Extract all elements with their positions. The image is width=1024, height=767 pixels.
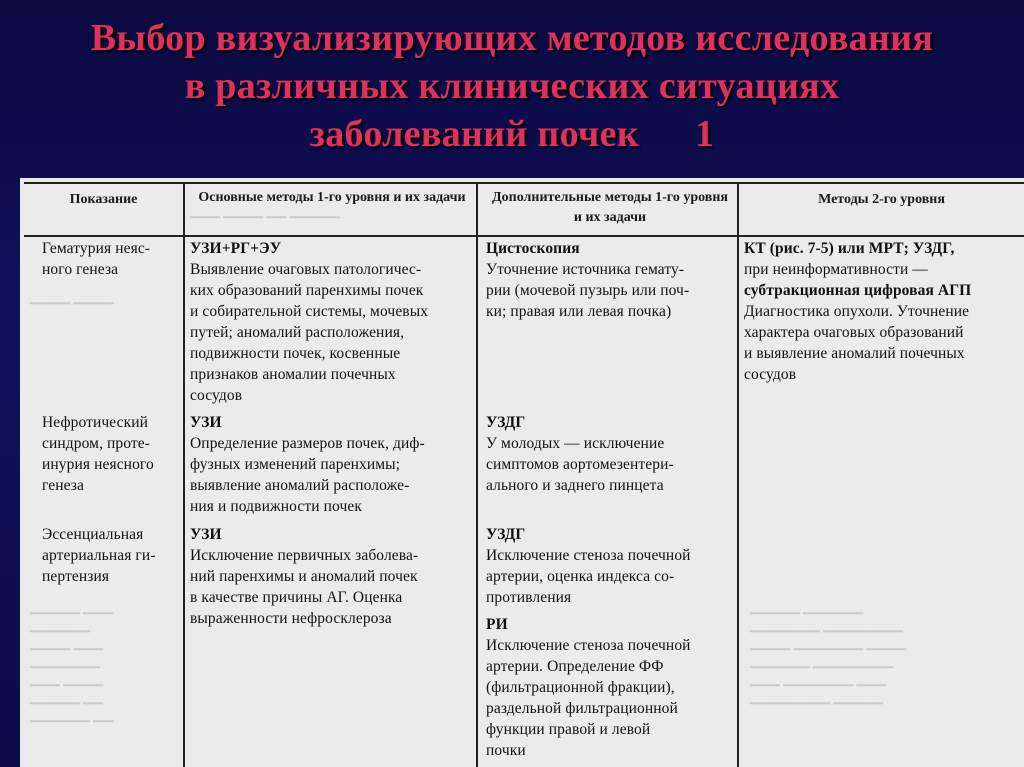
- primary-method: УЗИ+РГ+ЭУ: [190, 240, 282, 257]
- additional-task: Уточнение источника гемату- рии (мочевой пузырь или поч- ки; правая или левая почка): [486, 261, 690, 320]
- title-line-3: [0, 110, 1024, 158]
- slide-title: [0, 14, 1024, 158]
- scanned-table: [20, 178, 1024, 767]
- primary-task: Определение размеров почек, диф- фузных изменений паренхимы; выявление аномалий расположе- ния и подвижности почек: [190, 435, 425, 515]
- primary-task: Выявление очаговых патологичес- ких образований паренхимы почек и собирательной системы, мочевых путей; аномалий расположения, подвижности почек, косвенные признаков аномалии почечных сосудов: [190, 261, 429, 404]
- bleed-through-texture: ▁▁▁▁▁ ▁▁▁▁▁▁ ▁▁▁▁▁▁▁ ▁▁▁▁▁▁▁▁ ▁▁▁▁ ▁▁▁▁▁▁▁ ▁▁▁▁ ▁▁▁▁▁▁ ▁▁▁▁▁▁▁▁ ▁▁▁ ▁▁▁▁▁▁▁ ▁▁▁ ▁▁▁▁▁▁▁▁ ▁▁▁▁▁: [750, 599, 907, 704]
- second-level-method-b: при неинформативности —: [744, 261, 928, 278]
- title-line-2: в различных клинических ситуациях: [184, 65, 840, 107]
- table-row: [744, 238, 1024, 385]
- second-level-method-c: субтракционная цифровая АГП: [744, 282, 972, 299]
- additional-method-2: РИ: [486, 616, 508, 633]
- table-row: [486, 238, 736, 322]
- additional-task: У молодых — исключение симптомов аортомезентери- ального и заднего пинцета: [486, 435, 674, 494]
- primary-task: Исключение первичных заболева- ний паренхимы и аномалий почек в качестве причины АГ. Оценка выраженности нефросклероза: [190, 547, 419, 627]
- title-line-1: Выбор визуализирующих методов исследования: [90, 17, 934, 59]
- table-top-rule: [24, 182, 1024, 184]
- primary-method: УЗИ: [190, 526, 222, 543]
- additional-task-2: Исключение стеноза почечной артерии. Определение ФФ (фильтрационной фракции), раздельной фильтрационной функции правой и левой почки: [486, 637, 691, 759]
- second-level-method-a: КТ (рис. 7-5) или МРТ; УЗДГ,: [744, 240, 955, 257]
- bleed-through-texture: ▁▁▁▁ ▁▁▁▁: [30, 289, 114, 304]
- page-number: 1: [695, 113, 715, 155]
- table-row: [190, 524, 475, 629]
- column-header-additional: Дополнительные методы 1-го уровня и их задачи: [492, 190, 728, 225]
- bleed-through-texture: ▁▁▁▁▁ ▁▁▁ ▁▁▁▁▁▁ ▁▁▁▁ ▁▁▁ ▁▁▁▁▁▁▁ ▁▁▁ ▁▁▁▁ ▁▁▁▁▁ ▁▁ ▁▁▁▁▁▁ ▁▁: [30, 599, 114, 722]
- additional-method: УЗДГ: [486, 414, 526, 431]
- column-divider: [476, 182, 478, 767]
- column-header-indication: Показание: [69, 192, 138, 207]
- column-header-primary: Основные методы 1-го уровня и их задачи: [198, 190, 466, 205]
- table-row: [486, 524, 736, 761]
- table-row: [190, 412, 475, 517]
- primary-method: УЗИ: [190, 414, 222, 431]
- additional-task: Исключение стеноза почечной артерии, оценка индекса со- противления: [486, 547, 691, 606]
- table-header-rule: [24, 235, 1024, 237]
- column-divider: [737, 182, 739, 767]
- table-row: Нефротический синдром, проте- инурия неясного генеза: [42, 414, 154, 494]
- second-level-task: Диагностика опухоли. Уточнение характера очаговых образований и выявление аномалий почечных сосудов: [744, 303, 970, 383]
- bleed-through-texture: ▁▁▁ ▁▁▁▁ ▁▁ ▁▁▁▁▁: [190, 203, 340, 218]
- title-line-3-text: заболеваний почек: [309, 113, 640, 155]
- table-row: Эссенциальная артериальная ги- пертензия: [42, 526, 156, 585]
- column-header-second-level: Методы 2-го уровня: [818, 192, 945, 207]
- column-divider: [183, 182, 185, 767]
- additional-method: Цистоскопия: [486, 240, 580, 257]
- table-row: Гематурия неяс- ного генеза: [42, 240, 151, 278]
- table-row: [486, 412, 736, 496]
- additional-method: УЗДГ: [486, 526, 526, 543]
- table-row: [190, 238, 475, 406]
